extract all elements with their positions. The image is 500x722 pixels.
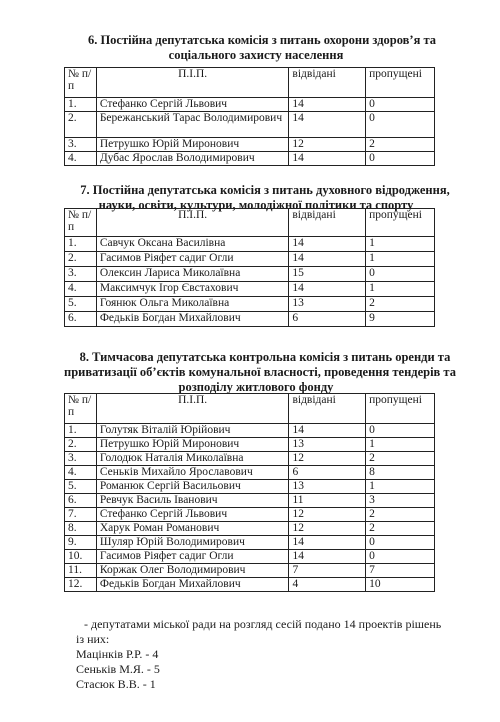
attended-count: 13 [289,438,366,452]
table-row [65,466,435,480]
commission-7-section [0,183,500,324]
table-row [65,438,435,452]
missed-count: 0 [366,98,435,112]
row-number: 10. [65,550,97,564]
table-row [65,424,435,438]
attended-count: 12 [289,138,366,152]
table-row [65,237,435,252]
table-row [65,564,435,578]
missed-count: 0 [366,424,435,438]
attended-count: 14 [289,424,366,438]
member-name: Гасимов Ріяфет садиг Огли [96,550,289,564]
table-row [65,98,435,112]
attended-count: 12 [289,522,366,536]
commission-8-section [0,350,500,590]
attended-count: 12 [289,452,366,466]
commission-6-title [0,33,500,63]
member-name: Голодюк Наталія Миколаївна [96,452,289,466]
attended-count: 14 [289,282,366,297]
table-header-row [65,68,435,98]
missed-count: 9 [366,312,435,327]
missed-count: 7 [366,564,435,578]
attended-count: 7 [289,564,366,578]
col-missed-header: пропущені [366,394,435,424]
col-attended-header: відвідані [289,68,366,98]
attended-count: 14 [289,98,366,112]
table-header-row [65,394,435,424]
row-number: 3. [65,452,97,466]
row-number: 12. [65,578,97,592]
attended-count: 15 [289,267,366,282]
col-number-header: № п/п [65,209,97,237]
table-row [65,252,435,267]
heading-line: науки, освіти, культури, молодіжної політики та спорту [98,198,414,212]
row-number: 6. [65,312,97,327]
table-row [65,522,435,536]
missed-count: 0 [366,112,435,138]
submitted-projects-note [76,617,441,692]
missed-count: 3 [366,494,435,508]
member-name: Олексин Лариса Миколаївна [96,267,289,282]
member-name: Гоянюк Ольга Миколаївна [96,297,289,312]
table-row [65,267,435,282]
table-row [65,152,435,166]
table-row [65,480,435,494]
col-attended-header: відвідані [289,209,366,237]
missed-count: 1 [366,282,435,297]
attended-count: 14 [289,550,366,564]
missed-count: 0 [366,536,435,550]
attended-count: 14 [289,536,366,550]
row-number: 1. [65,98,97,112]
table-row [65,550,435,564]
member-name: Сеньків Михайло Ярославович [96,466,289,480]
member-name: Голутяк Віталій Юрійович [96,424,289,438]
member-name: Гасимов Ріяфет садиг Огли [96,252,289,267]
commission-8-table [64,393,435,592]
table-row [65,494,435,508]
projects-intro-line: із них: [76,632,110,646]
heading-line: 8. Тимчасова депутатська контрольна комісія з питань оренди та [79,350,451,364]
row-number: 7. [65,508,97,522]
projects-summary-line: - депутатами міської ради на розгляд сесій подано 14 проектів рішень [84,617,442,631]
table-row [65,452,435,466]
table-row [65,508,435,522]
member-name: Петрушко Юрій Миронович [96,438,289,452]
col-number-header: № п/п [65,394,97,424]
row-number: 2. [65,438,97,452]
member-name: Шуляр Юрій Володимирович [96,536,289,550]
missed-count: 2 [366,452,435,466]
row-number: 3. [65,267,97,282]
missed-count: 8 [366,466,435,480]
attended-count: 13 [289,297,366,312]
attended-count: 14 [289,112,366,138]
table-row [65,112,435,138]
col-missed-header: пропущені [366,209,435,237]
row-number: 3. [65,138,97,152]
member-name: Дубас Ярослав Володимирович [96,152,289,166]
col-missed-header: пропущені [366,68,435,98]
row-number: 8. [65,522,97,536]
row-number: 5. [65,297,97,312]
table-row [65,578,435,592]
attended-count: 14 [289,252,366,267]
col-attended-header: відвідані [289,394,366,424]
row-number: 4. [65,282,97,297]
missed-count: 1 [366,252,435,267]
row-number: 6. [65,494,97,508]
heading-line: 6. Постійна депутатська комісія з питань охорони здоров’я та [87,33,437,47]
col-name-header: П.І.П. [96,209,289,237]
attended-count: 11 [289,494,366,508]
heading-line: розподілу житлового фонду [178,380,334,394]
missed-count: 1 [366,438,435,452]
row-number: 1. [65,424,97,438]
member-name: Романюк Сергій Васильович [96,480,289,494]
col-name-header: П.І.П. [96,394,289,424]
attended-count: 4 [289,578,366,592]
row-number: 2. [65,252,97,267]
member-name: Харук Роман Романович [96,522,289,536]
missed-count: 2 [366,138,435,152]
member-name: Петрушко Юрій Миронович [96,138,289,152]
table-row [65,536,435,550]
row-number: 1. [65,237,97,252]
row-number: 5. [65,480,97,494]
commission-8-title [0,350,500,395]
row-number: 2. [65,112,97,138]
member-name: Стефанко Сергій Львович [96,508,289,522]
author-count-line: Сеньків М.Я. - 5 [76,662,160,676]
member-name: Федьків Богдан Михайлович [96,312,289,327]
author-count-line: Стасюк В.В. - 1 [76,677,156,691]
table-row [65,312,435,327]
member-name: Бережанський Тарас Володимирович [96,112,289,138]
member-name: Стефанко Сергій Львович [96,98,289,112]
missed-count: 1 [366,480,435,494]
attended-count: 12 [289,508,366,522]
commission-7-table [64,208,435,327]
member-name: Коржак Олег Володимирович [96,564,289,578]
col-name-header: П.І.П. [96,68,289,98]
missed-count: 0 [366,550,435,564]
attended-count: 14 [289,152,366,166]
row-number: 9. [65,536,97,550]
missed-count: 0 [366,152,435,166]
member-name: Максимчук Ігор Євстахович [96,282,289,297]
table-header-row [65,209,435,237]
attended-count: 6 [289,312,366,327]
missed-count: 10 [366,578,435,592]
row-number: 4. [65,466,97,480]
heading-line: соціального захисту населення [168,48,344,62]
attended-count: 13 [289,480,366,494]
commission-6-table [64,67,435,166]
author-count-line: Мацінків Р.Р. - 4 [76,647,159,661]
member-name: Ревчук Василь Іванович [96,494,289,508]
member-name: Федьків Богдан Михайлович [96,578,289,592]
missed-count: 2 [366,522,435,536]
missed-count: 2 [366,508,435,522]
attended-count: 6 [289,466,366,480]
attended-count: 14 [289,237,366,252]
table-row [65,282,435,297]
missed-count: 1 [366,237,435,252]
row-number: 11. [65,564,97,578]
missed-count: 0 [366,267,435,282]
col-number-header: № п/п [65,68,97,98]
table-row [65,138,435,152]
heading-line: приватизації об’єктів комунальної власності, проведення тендерів та [64,365,456,379]
member-name: Савчук Оксана Василівна [96,237,289,252]
heading-line: 7. Постійна депутатська комісія з питань духовного відродження, [80,183,450,197]
table-row [65,297,435,312]
commission-6-section [0,33,500,164]
missed-count: 2 [366,297,435,312]
row-number: 4. [65,152,97,166]
